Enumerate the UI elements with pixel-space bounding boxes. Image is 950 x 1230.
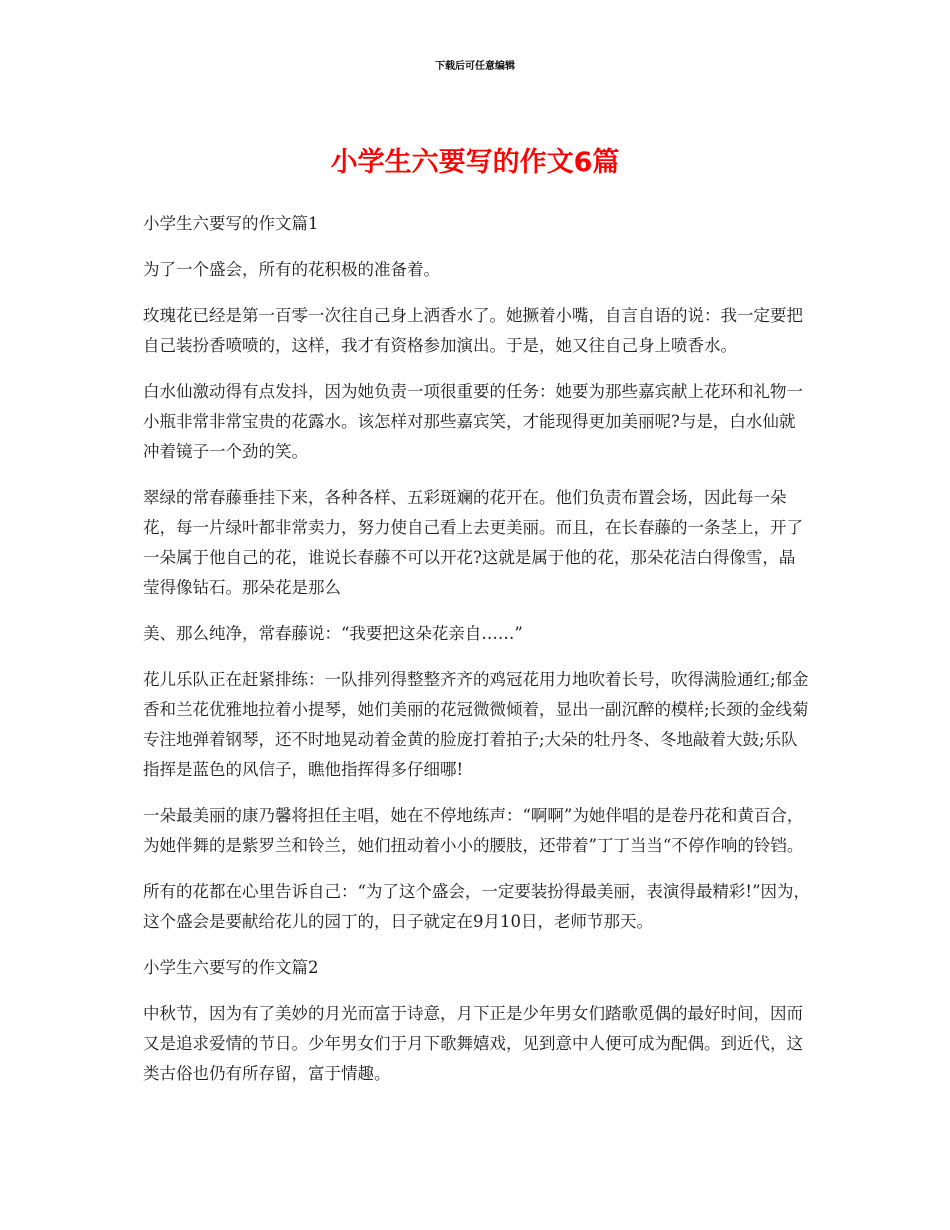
- paragraph: 玫瑰花已经是第一百零一次往自己身上洒香水了。她撅着小嘴，自言自语的说：我一定要把自己装扮香喷喷的，这样，我才有资格参加演出。于是，她又往自己身上喷香水。: [143, 306, 803, 355]
- header-note: 下载后可任意编辑: [435, 61, 515, 72]
- paragraph: 中秋节，因为有了美妙的月光而富于诗意，月下正是少年男女们踏歌觅偶的最好时间，因而又是追求爱情的节日。少年男女们于月下歌舞嬉戏，见到意中人便可成为配偶。到近代，这类古俗也仍有所存留，富于情趣。: [143, 1004, 803, 1083]
- page-title: 小学生六要写的作文6篇: [330, 147, 620, 178]
- paragraph: 所有的花都在心里告诉自己：“为了这个盛会，一定要装扮得最美丽，表演得最精彩!”因为，这个盛会是要献给花儿的园丁的，日子就定在9月10日，老师节那天。: [143, 882, 811, 931]
- paragraph: 花儿乐队正在赶紧排练：一队排列得整整齐齐的鸡冠花用力地吹着长号，吹得满脸通红;郁金香和兰花优雅地拉着小提琴，她们美丽的花冠微微倾着，显出一副沉醉的模样;长颈的金线菊专注地弹着钢琴，还不时地晃动着金黄的脸庞打着拍子;大朵的牡丹冬、冬地敲着大鼓;乐队指挥是蓝色的风信子，瞧他指挥得多仔细哪!: [143, 670, 809, 779]
- paragraph: 美、那么纯净，常春藤说：“我要把这朵花亲自……”: [143, 624, 523, 643]
- paragraph: 白水仙激动得有点发抖，因为她负责一项很重要的任务：她要为那些嘉宾献上花环和礼物一小瓶非常非常宝贵的花露水。该怎样对那些嘉宾笑，才能现得更加美丽呢?与是，白水仙就冲着镜子一个劲的笑。: [143, 382, 803, 461]
- paragraph: 翠绿的常春藤垂挂下来，各种各样、五彩斑斓的花开在。他们负责布置会场，因此每一朵花，每一片绿叶都非常卖力，努力使自己看上去更美丽。而且，在长春藤的一条茎上，开了一朵属于他自己的花，谁说长春藤不可以开花?这就是属于他的花，那朵花洁白得像雪，晶莹得像钻石。那朵花是那么: [143, 488, 803, 597]
- paragraph: 一朵最美丽的康乃馨将担任主唱，她在不停地练声：“啊啊”为她伴唱的是卷丹花和黄百合，为她伴舞的是紫罗兰和铃兰，她们扭动着小小的腰肢，还带着”丁丁当当“不停作响的铃铛。: [143, 806, 804, 855]
- paragraph: 为了一个盛会，所有的花积极的准备着。: [143, 260, 440, 279]
- document-body: [143, 209, 811, 1105]
- section-heading-1: 小学生六要写的作文篇1: [143, 214, 319, 233]
- section-heading-2: 小学生六要写的作文篇2: [143, 958, 319, 977]
